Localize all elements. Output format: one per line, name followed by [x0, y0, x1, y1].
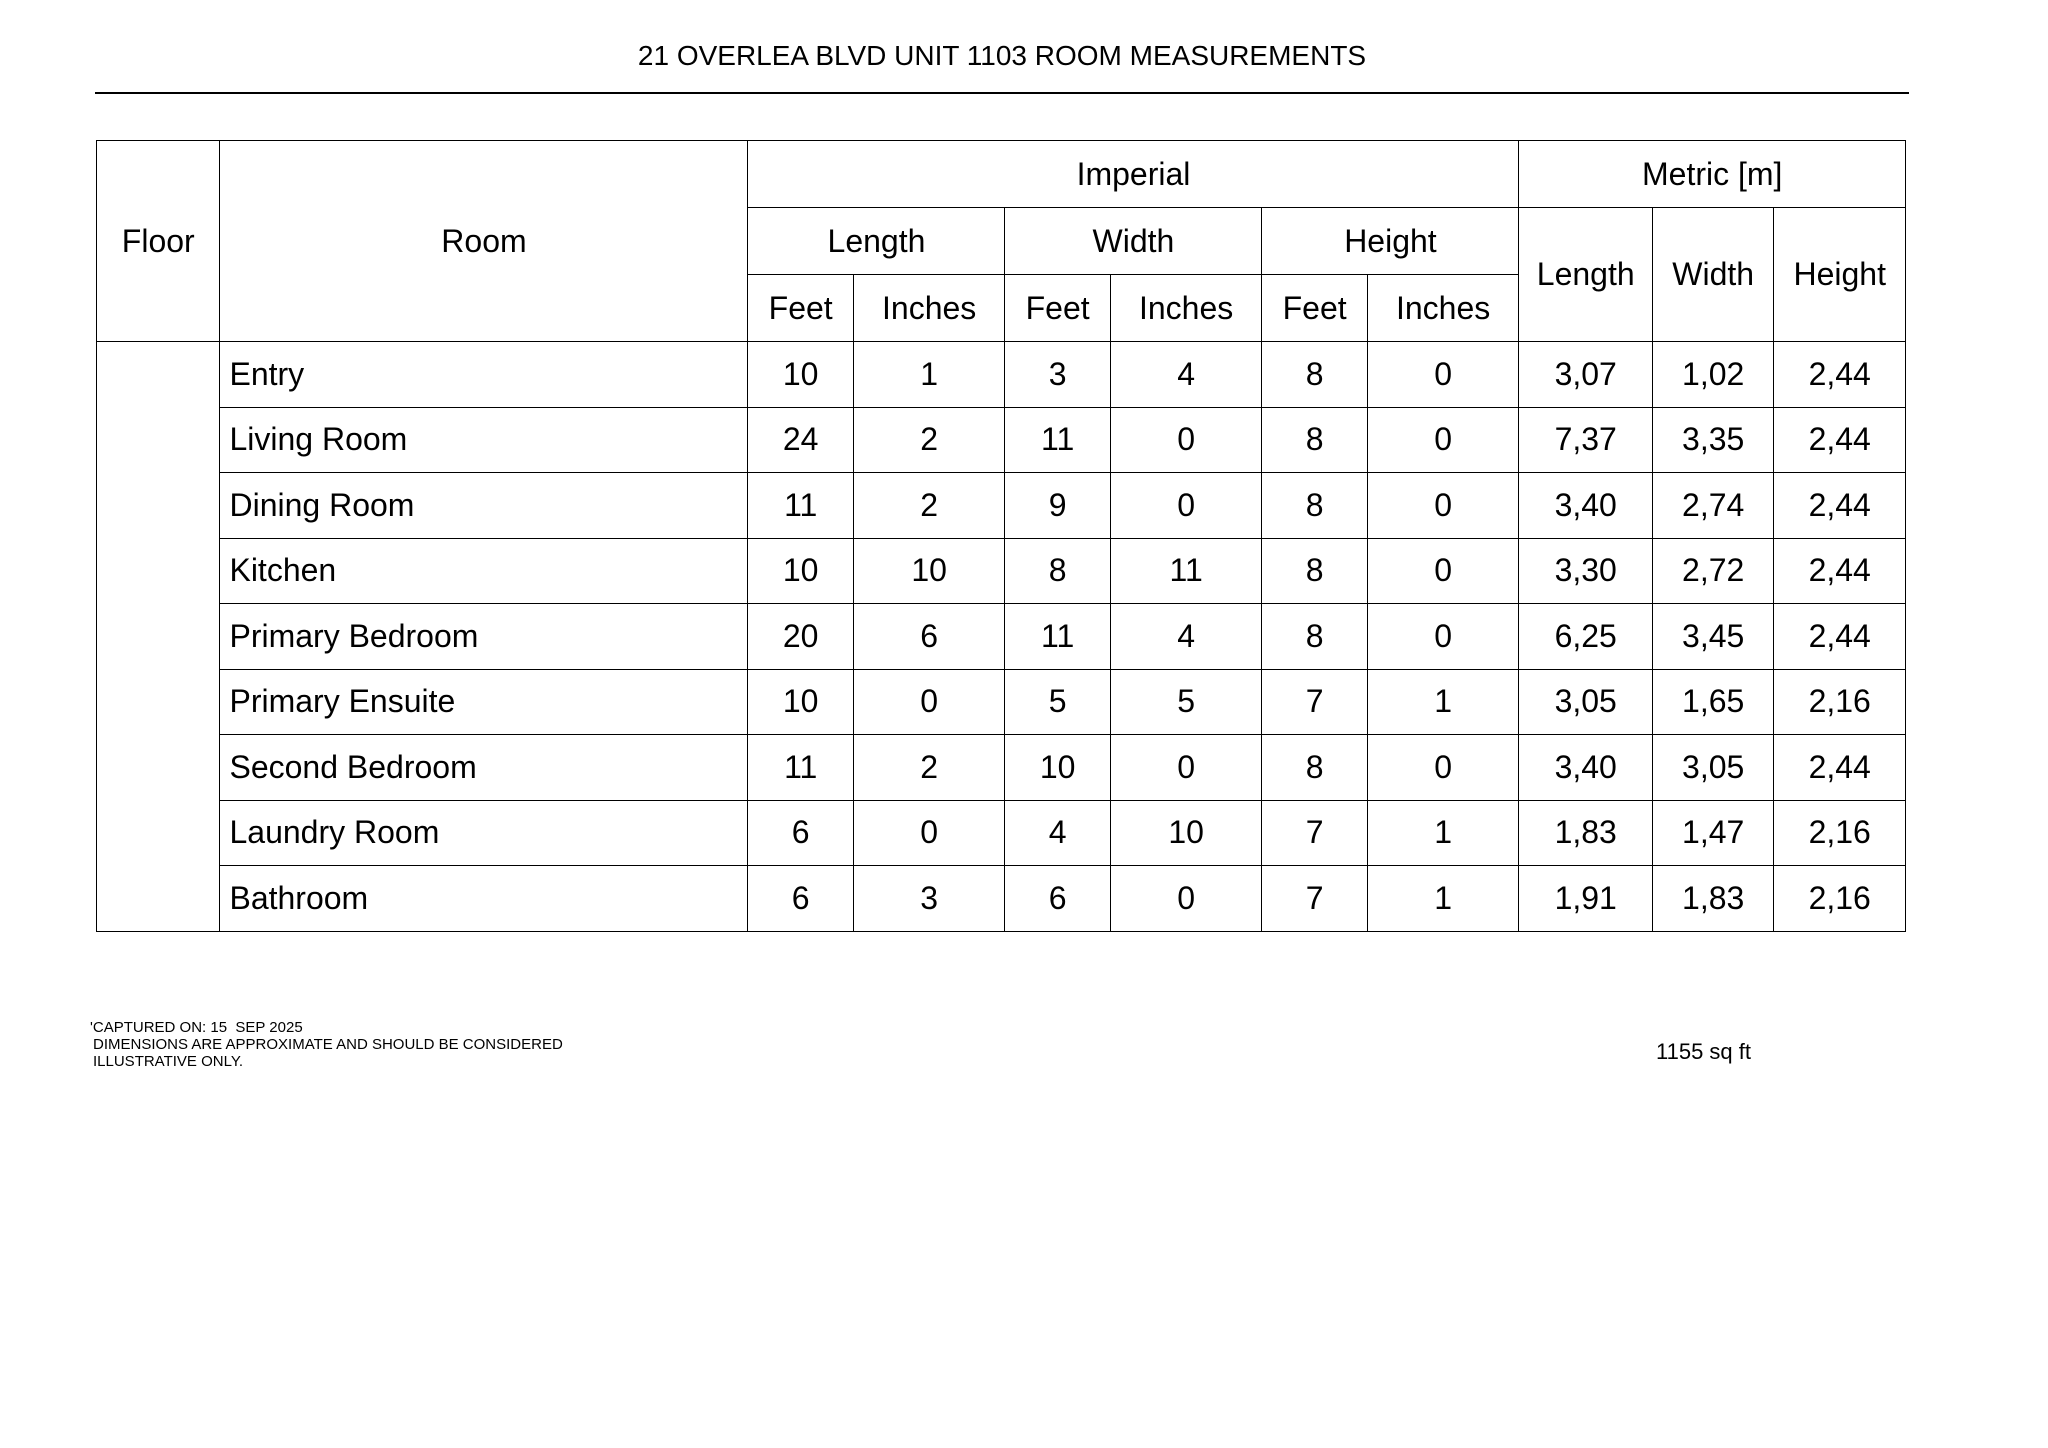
width-feet: 8 [1005, 538, 1110, 604]
width-inches: 4 [1110, 342, 1262, 408]
table-body [97, 342, 1906, 932]
metric-height: 2,44 [1774, 407, 1906, 473]
room-name: Living Room [220, 407, 748, 473]
header-width-inches: Inches [1110, 275, 1262, 342]
header-metric-width: Width [1652, 208, 1773, 342]
room-name: Primary Ensuite [220, 669, 748, 735]
header-height-inches: Inches [1367, 275, 1519, 342]
header-imperial-width: Width [1005, 208, 1262, 275]
metric-height: 2,16 [1774, 800, 1906, 866]
table-row [97, 735, 1906, 801]
height-inches: 0 [1367, 407, 1519, 473]
metric-height: 2,44 [1774, 473, 1906, 539]
height-inches: 0 [1367, 473, 1519, 539]
height-feet: 8 [1262, 342, 1367, 408]
width-feet: 5 [1005, 669, 1110, 735]
width-inches: 0 [1110, 407, 1262, 473]
metric-width: 1,47 [1652, 800, 1773, 866]
metric-width: 3,35 [1652, 407, 1773, 473]
height-inches: 0 [1367, 735, 1519, 801]
height-inches: 1 [1367, 866, 1519, 932]
length-feet: 10 [748, 342, 853, 408]
header-floor: Floor [97, 141, 220, 342]
total-area: 1155 sq ft [1656, 1039, 1751, 1064]
header-room: Room [220, 141, 748, 342]
length-feet: 11 [748, 473, 853, 539]
page-title: 21 OVERLEA BLVD UNIT 1103 ROOM MEASUREMENTS [637, 40, 1367, 71]
height-inches: 0 [1367, 538, 1519, 604]
header-width-feet: Feet [1005, 275, 1110, 342]
height-inches: 0 [1367, 604, 1519, 670]
metric-length: 1,91 [1519, 866, 1653, 932]
metric-length: 6,25 [1519, 604, 1653, 670]
length-feet: 10 [748, 669, 853, 735]
metric-width: 3,05 [1652, 735, 1773, 801]
metric-height: 2,44 [1774, 342, 1906, 408]
room-name: Dining Room [220, 473, 748, 539]
length-feet: 20 [748, 604, 853, 670]
metric-height: 2,16 [1774, 866, 1906, 932]
width-inches: 0 [1110, 866, 1262, 932]
length-inches: 0 [853, 669, 1005, 735]
table-row [97, 669, 1906, 735]
floor-cell [97, 342, 220, 932]
disclaimer-notes [90, 1019, 563, 1070]
length-inches: 10 [853, 538, 1005, 604]
header-length-inches: Inches [853, 275, 1005, 342]
width-feet: 3 [1005, 342, 1110, 408]
room-name: Bathroom [220, 866, 748, 932]
header-height-feet: Feet [1262, 275, 1367, 342]
metric-length: 7,37 [1519, 407, 1653, 473]
width-feet: 4 [1005, 800, 1110, 866]
room-name: Entry [220, 342, 748, 408]
metric-width: 1,65 [1652, 669, 1773, 735]
header-imperial-length: Length [748, 208, 1005, 275]
metric-height: 2,44 [1774, 604, 1906, 670]
metric-height: 2,44 [1774, 538, 1906, 604]
width-inches: 11 [1110, 538, 1262, 604]
room-name: Kitchen [220, 538, 748, 604]
width-inches: 10 [1110, 800, 1262, 866]
metric-height: 2,44 [1774, 735, 1906, 801]
width-inches: 0 [1110, 735, 1262, 801]
table-header [97, 141, 1906, 342]
disclaimer-line-1: DIMENSIONS ARE APPROXIMATE AND SHOULD BE CONSIDERED [93, 1036, 563, 1053]
width-inches: 5 [1110, 669, 1262, 735]
table-row [97, 342, 1906, 408]
height-feet: 8 [1262, 407, 1367, 473]
width-feet: 11 [1005, 407, 1110, 473]
length-feet: 24 [748, 407, 853, 473]
height-feet: 7 [1262, 800, 1367, 866]
room-name: Second Bedroom [220, 735, 748, 801]
metric-length: 3,40 [1519, 473, 1653, 539]
length-inches: 6 [853, 604, 1005, 670]
table-row [97, 604, 1906, 670]
metric-width: 1,83 [1652, 866, 1773, 932]
header-length-feet: Feet [748, 275, 853, 342]
height-inches: 1 [1367, 800, 1519, 866]
length-inches: 1 [853, 342, 1005, 408]
table-row [97, 407, 1906, 473]
length-inches: 0 [853, 800, 1005, 866]
disclaimer-line-2: ILLUSTRATIVE ONLY. [93, 1053, 244, 1070]
captured-date: 'CAPTURED ON: 15 SEP 2025 [90, 1019, 303, 1036]
room-name: Laundry Room [220, 800, 748, 866]
metric-length: 1,83 [1519, 800, 1653, 866]
length-inches: 2 [853, 407, 1005, 473]
metric-width: 2,74 [1652, 473, 1773, 539]
length-inches: 2 [853, 473, 1005, 539]
width-inches: 4 [1110, 604, 1262, 670]
title-divider [95, 92, 1909, 94]
width-feet: 10 [1005, 735, 1110, 801]
length-feet: 10 [748, 538, 853, 604]
height-inches: 0 [1367, 342, 1519, 408]
header-imperial-height: Height [1262, 208, 1519, 275]
header-metric-length: Length [1519, 208, 1653, 342]
table-row [97, 538, 1906, 604]
metric-length: 3,30 [1519, 538, 1653, 604]
height-feet: 8 [1262, 735, 1367, 801]
length-inches: 2 [853, 735, 1005, 801]
width-feet: 6 [1005, 866, 1110, 932]
metric-length: 3,07 [1519, 342, 1653, 408]
room-measurements-table [96, 140, 1906, 932]
length-feet: 6 [748, 866, 853, 932]
height-feet: 8 [1262, 604, 1367, 670]
width-feet: 9 [1005, 473, 1110, 539]
width-inches: 0 [1110, 473, 1262, 539]
length-feet: 6 [748, 800, 853, 866]
height-feet: 7 [1262, 866, 1367, 932]
table-row [97, 800, 1906, 866]
height-feet: 7 [1262, 669, 1367, 735]
metric-height: 2,16 [1774, 669, 1906, 735]
width-feet: 11 [1005, 604, 1110, 670]
metric-width: 1,02 [1652, 342, 1773, 408]
metric-width: 2,72 [1652, 538, 1773, 604]
header-imperial: Imperial [748, 141, 1519, 208]
metric-length: 3,05 [1519, 669, 1653, 735]
metric-length: 3,40 [1519, 735, 1653, 801]
length-inches: 3 [853, 866, 1005, 932]
height-inches: 1 [1367, 669, 1519, 735]
header-metric: Metric [m] [1519, 141, 1906, 208]
metric-width: 3,45 [1652, 604, 1773, 670]
room-name: Primary Bedroom [220, 604, 748, 670]
header-metric-height: Height [1774, 208, 1906, 342]
height-feet: 8 [1262, 473, 1367, 539]
table-row [97, 866, 1906, 932]
table-row [97, 473, 1906, 539]
length-feet: 11 [748, 735, 853, 801]
height-feet: 8 [1262, 538, 1367, 604]
